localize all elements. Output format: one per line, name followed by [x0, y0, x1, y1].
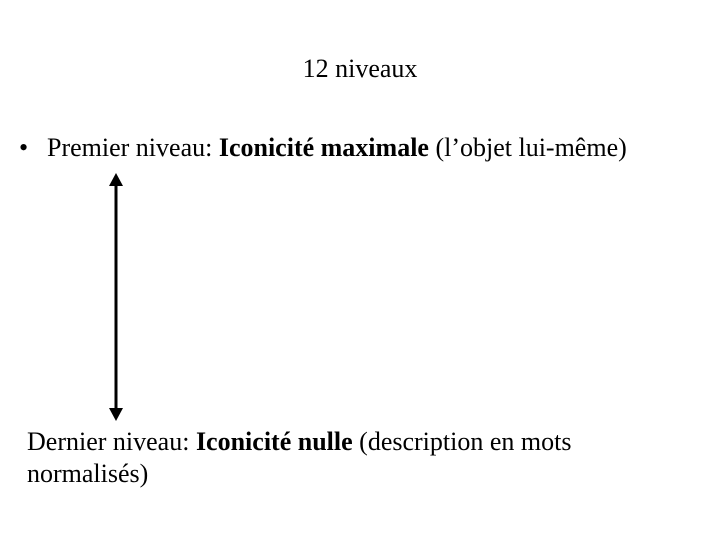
first-level-prefix: Premier niveau: — [47, 133, 219, 162]
slide-title: 12 niveaux — [302, 54, 418, 83]
first-level-emphasis: Iconicité maximale — [218, 133, 429, 162]
last-level-prefix: Dernier niveau: — [27, 427, 196, 456]
first-level-suffix: (l’objet lui-même) — [428, 133, 627, 162]
bullet-marker: • — [19, 133, 29, 162]
double-headed-vertical-arrow-icon — [104, 173, 128, 421]
last-level-suffix: (description en mots normalisés) — [27, 427, 572, 488]
first-level-bullet — [19, 132, 627, 164]
last-level-emphasis: Iconicité nulle — [195, 427, 353, 456]
last-level-text — [27, 426, 667, 490]
